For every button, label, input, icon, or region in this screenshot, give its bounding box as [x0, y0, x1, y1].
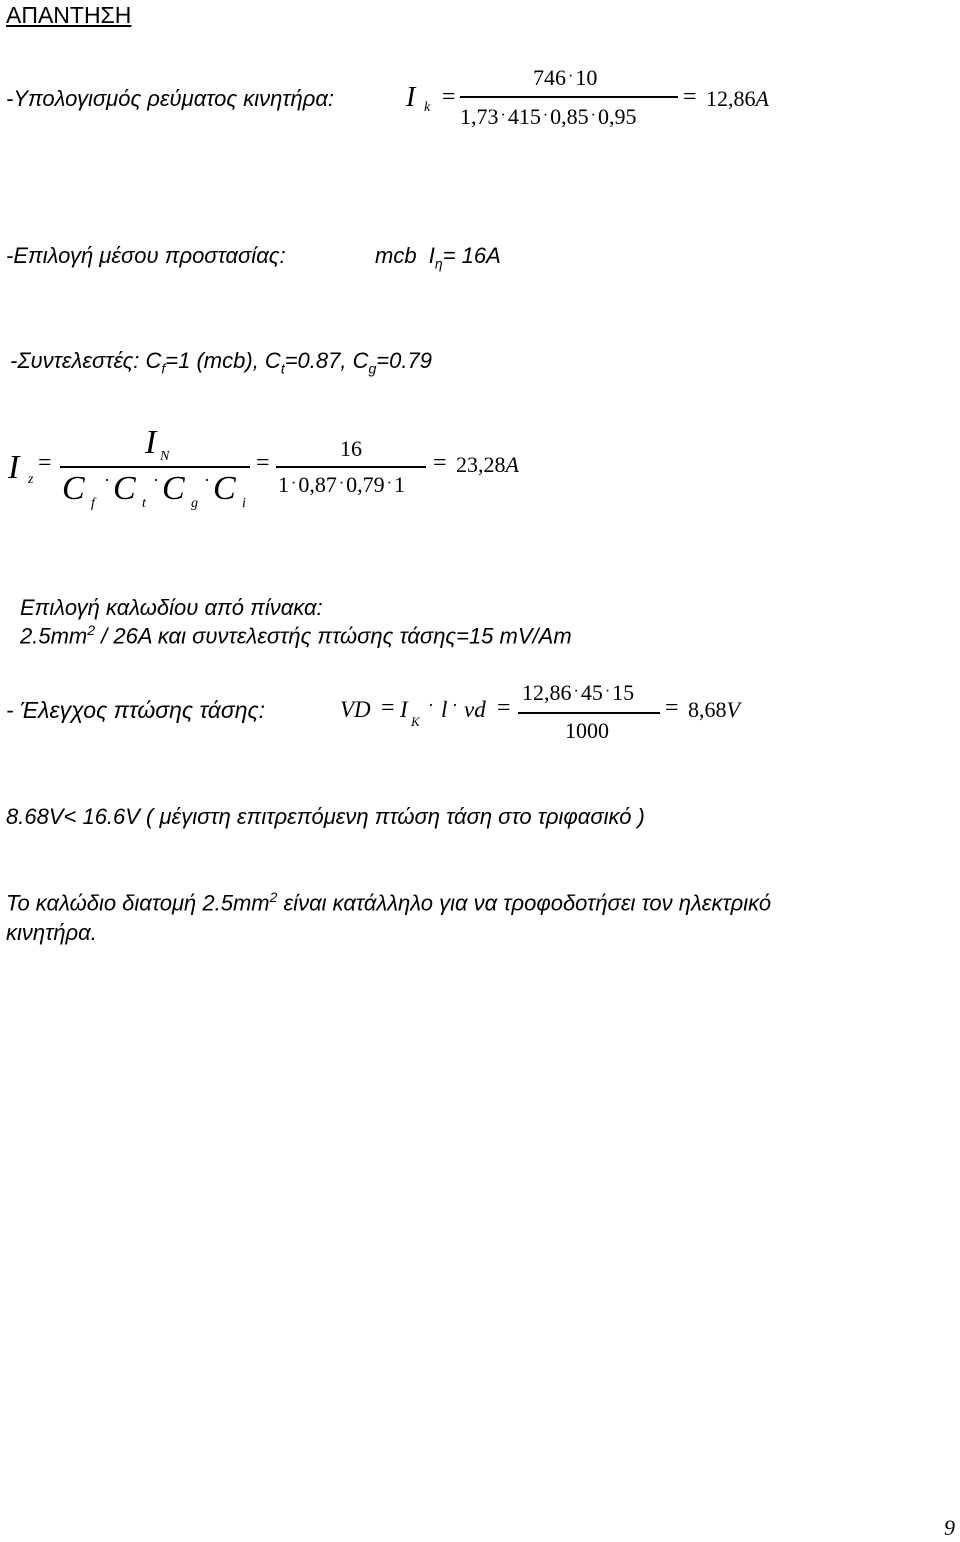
- motor-current-label: -Υπολογισμός ρεύματος κινητήρα:: [6, 86, 335, 111]
- dot-operator: ·: [204, 470, 210, 490]
- ct-symbol: C: [113, 470, 136, 507]
- conclusion-part-b: είναι κατάλληλο για να τροφοδοτήσει τον ηλεκτρικό: [277, 890, 772, 916]
- ik-current-subscript: K: [411, 714, 420, 729]
- ct-val: =0.87, C: [284, 348, 369, 373]
- ct-subscript: t: [142, 496, 146, 511]
- ik-current-symbol: I: [400, 697, 408, 722]
- iz-result: [456, 452, 519, 478]
- conclusion-line-2: κινητήρα.: [6, 920, 97, 945]
- equals-sign: =: [381, 695, 395, 721]
- iz-symbol: I: [8, 449, 20, 486]
- cf-symbol: C: [62, 470, 85, 507]
- in-subscript: N: [160, 449, 170, 464]
- iz-fraction-bar-numeric: [276, 466, 426, 468]
- cable-size-sup: 2: [87, 622, 96, 638]
- equals-sign: =: [38, 450, 52, 476]
- conclusion-sup: 2: [269, 889, 278, 905]
- den-085: 0,85: [550, 104, 589, 129]
- cable-rating: / 26A και συντελεστής πτώσης τάσης=15 mV/Am: [95, 623, 572, 649]
- conclusion-part-a: Το καλώδιο διατομή 2.5mm: [6, 890, 270, 916]
- cg-symbol: C: [162, 470, 185, 507]
- vd-fraction-bar: [518, 712, 660, 714]
- ik-denominator: 1,73 ·415 ·0,85 ·0,95: [460, 104, 637, 129]
- ik-result-value: 12,86: [706, 86, 756, 111]
- den-1a: 1: [278, 472, 289, 497]
- num-746: 746: [533, 65, 566, 90]
- cg-sub: g: [368, 360, 377, 377]
- den-173: 1,73: [460, 104, 499, 129]
- page-number: 9: [944, 1515, 955, 1540]
- cg-val: =0.79: [376, 348, 432, 373]
- vd-denominator: 1000: [565, 718, 609, 743]
- cable-selection-detail: [20, 622, 572, 649]
- iz-subscript: z: [28, 472, 34, 487]
- answer-heading: ΑΠΑΝΤΗΣΗ: [6, 2, 132, 28]
- dot-operator: ·: [153, 470, 159, 490]
- equals-sign: =: [256, 450, 270, 476]
- equals-sign: =: [683, 84, 697, 110]
- vd-coefficient: vd: [464, 697, 486, 722]
- cf-sub: f: [161, 360, 166, 377]
- iz-den-values: 1 ·0,87 ·0,79 ·1: [278, 472, 405, 497]
- rating-symbol: I: [428, 243, 435, 268]
- cable-size: 2.5mm: [20, 623, 88, 649]
- iz-unit: A: [505, 452, 519, 477]
- protection-device: [375, 243, 501, 271]
- num-15: 15: [612, 680, 635, 705]
- equals-sign: =: [497, 695, 511, 721]
- num-10: 10: [575, 65, 598, 90]
- den-079: 0,79: [346, 472, 385, 497]
- iz-fraction-bar-symbolic: [60, 466, 250, 468]
- comparison-text: 8.68V< 16.6V ( μέγιστη επιτρεπόμενη πτώση τάση στο τριφασικό ): [6, 804, 645, 829]
- vd-numerator: 12,86 ·45 ·15: [522, 680, 635, 705]
- protection-label: -Επιλογή μέσου προστασίας:: [6, 243, 286, 268]
- equals-sign: =: [665, 695, 679, 721]
- iz-num-value: 16: [340, 436, 362, 461]
- vd-result: [688, 697, 740, 723]
- coefficients-line: [10, 348, 432, 376]
- iz-result-value: 23,28: [456, 452, 506, 477]
- ik-result: [706, 86, 769, 112]
- ik-subscript: k: [424, 100, 431, 115]
- den-415: 415: [507, 104, 541, 129]
- ci-symbol: C: [213, 470, 236, 507]
- ik-numerator: 746 ·10: [533, 65, 598, 90]
- den-095: 0,95: [597, 104, 637, 129]
- rating-value: = 16A: [442, 243, 501, 268]
- device-name: mcb: [375, 243, 417, 268]
- equals-sign: =: [442, 84, 456, 110]
- num-45: 45: [580, 680, 603, 705]
- ik-unit: A: [755, 86, 769, 111]
- den-087: 0,87: [298, 472, 337, 497]
- vd-result-value: 8,68: [688, 697, 727, 722]
- rating-subscript: η: [434, 255, 443, 272]
- ct-sub: t: [280, 360, 285, 377]
- cf-subscript: f: [91, 496, 95, 511]
- cable-selection-title: Επιλογή καλωδίου από πίνακα:: [20, 595, 323, 620]
- dot-operator: ·: [428, 695, 434, 715]
- num-1286: 12,86: [522, 680, 572, 705]
- conclusion-line-1: [6, 889, 771, 916]
- cf-val: =1 (mcb), C: [165, 348, 281, 373]
- length-symbol: l: [441, 697, 448, 722]
- den-1b: 1: [393, 472, 405, 497]
- voltage-drop-label: - Έλεγχος πτώσης τάσης:: [6, 697, 266, 723]
- vd-lhs: VD: [340, 697, 371, 722]
- cg-subscript: g: [191, 496, 198, 511]
- ik-fraction-bar: [460, 96, 678, 98]
- in-symbol: I: [145, 424, 157, 461]
- ik-symbol: I: [406, 82, 416, 113]
- dot-operator: ·: [104, 470, 110, 490]
- vd-unit: V: [726, 697, 740, 722]
- dot-operator: ·: [452, 695, 458, 715]
- ci-subscript: i: [242, 496, 246, 511]
- equals-sign: =: [433, 450, 447, 476]
- coef-prefix: -Συντελεστές: C: [10, 348, 162, 373]
